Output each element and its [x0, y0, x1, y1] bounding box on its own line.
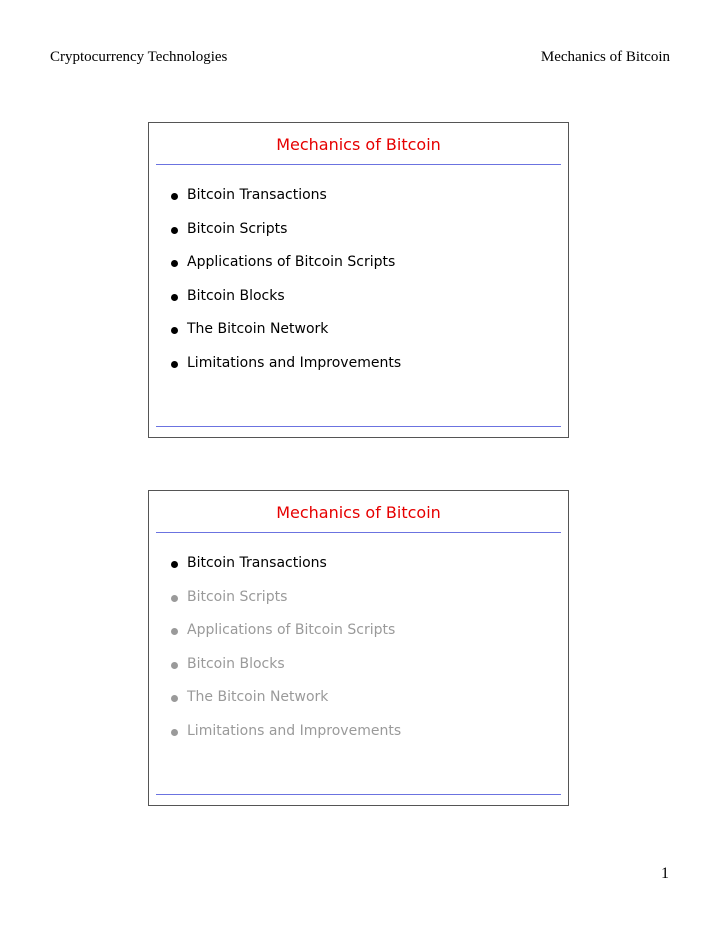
list-item-label: Bitcoin Transactions [187, 555, 327, 571]
bullet-icon [171, 628, 178, 635]
slide-2 [148, 490, 569, 806]
slide-title: Mechanics of Bitcoin [276, 503, 441, 522]
list-item-label: The Bitcoin Network [187, 689, 329, 705]
list-item [171, 589, 401, 623]
bullet-icon [171, 327, 178, 334]
list-item-label: Bitcoin Scripts [187, 220, 288, 237]
bullet-icon [171, 193, 178, 200]
list-item-highlighted [171, 555, 401, 589]
bullet-icon [171, 561, 178, 568]
bullet-icon [171, 260, 178, 267]
list-item-label: Limitations and Improvements [187, 354, 402, 371]
slide-title: Mechanics of Bitcoin [276, 135, 441, 154]
list-item-label: Applications of Bitcoin Scripts [187, 254, 396, 270]
list-item [171, 221, 401, 255]
list-item-label: Bitcoin Blocks [187, 287, 285, 304]
list-item [171, 355, 401, 389]
list-item [171, 254, 401, 288]
list-item-label: Bitcoin Scripts [187, 588, 288, 605]
title-divider [156, 164, 561, 165]
title-divider [156, 532, 561, 533]
bullet-icon [171, 662, 178, 669]
list-item [171, 622, 401, 656]
list-item-label: Bitcoin Transactions [187, 187, 327, 203]
list-item [171, 723, 401, 757]
list-item [171, 288, 401, 322]
list-item-label: Bitcoin Blocks [187, 655, 285, 672]
footer-divider [156, 794, 561, 795]
page-number: 1 [661, 865, 669, 882]
list-item [171, 689, 401, 723]
footer-divider [156, 426, 561, 427]
bullet-icon [171, 294, 178, 301]
bullet-icon [171, 227, 178, 234]
outline-list [171, 555, 401, 756]
bullet-icon [171, 729, 178, 736]
slide-1 [148, 122, 569, 438]
document-header-left: Cryptocurrency Technologies [50, 49, 228, 65]
list-item-label: Limitations and Improvements [187, 722, 402, 739]
document-header-right: Mechanics of Bitcoin [540, 49, 670, 65]
outline-list [171, 187, 401, 388]
list-item [171, 321, 401, 355]
list-item-label: Applications of Bitcoin Scripts [187, 622, 396, 638]
bullet-icon [171, 595, 178, 602]
bullet-icon [171, 695, 178, 702]
list-item [171, 187, 401, 221]
bullet-icon [171, 361, 178, 368]
list-item [171, 656, 401, 690]
list-item-label: The Bitcoin Network [187, 321, 329, 337]
